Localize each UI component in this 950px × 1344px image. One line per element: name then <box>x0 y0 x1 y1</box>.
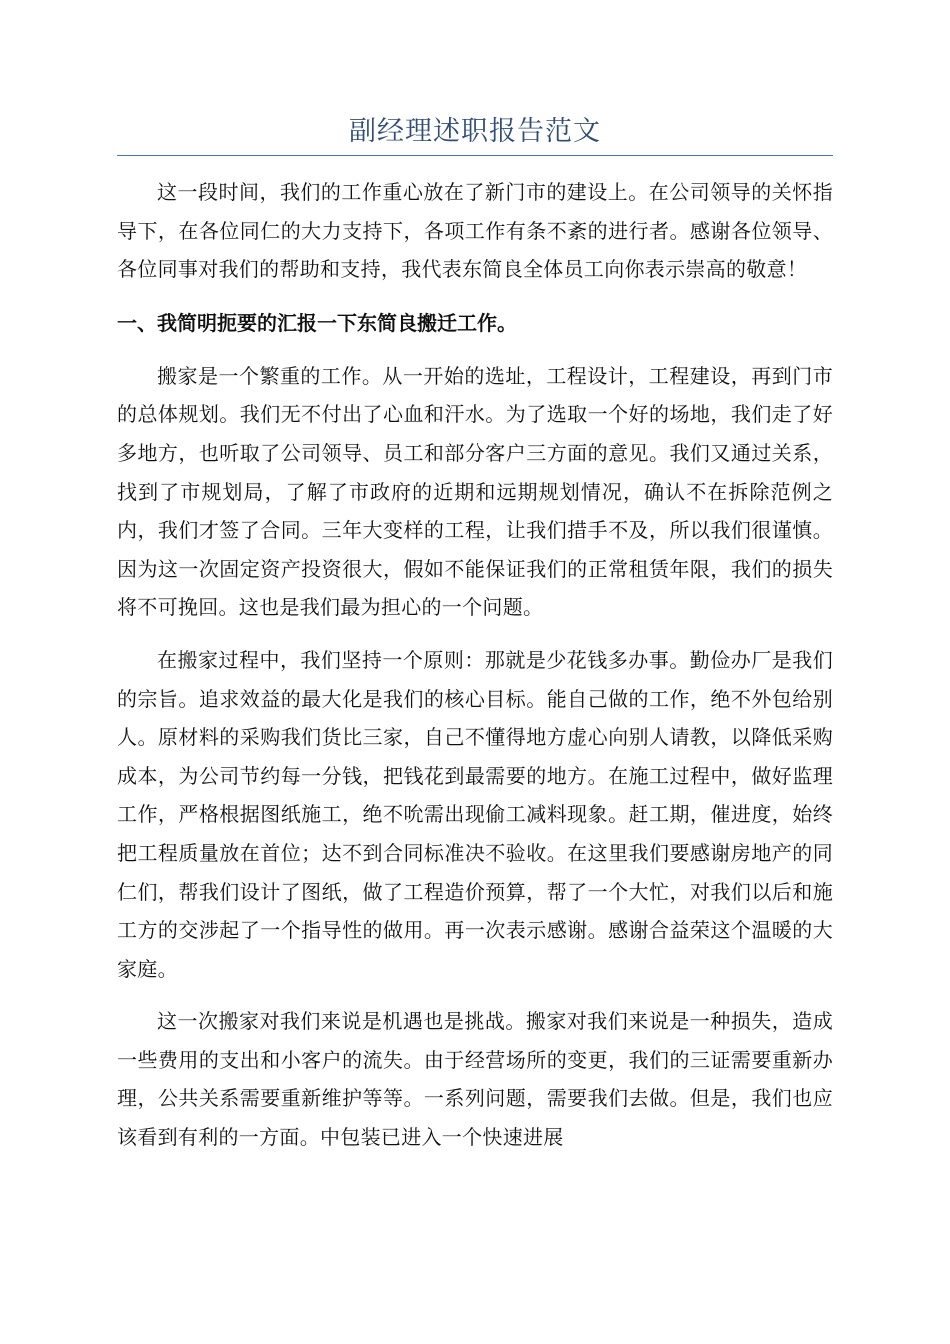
paragraph-intro: 这一段时间，我们的工作重心放在了新门市的建设上。在公司领导的关怀指导下，在各位同仁的大力支持下，各项工作有条不紊的进行者。感谢各位领导、各位同事对我们的帮助和支持，我代表东简良全体员工向你表示崇高的敬意！ <box>117 180 833 282</box>
document-title: 副经理述职报告范文 <box>349 116 601 147</box>
paragraph-principle: 在搬家过程中，我们坚持一个原则：那就是少花钱多办事。勤俭办厂是我们的宗旨。追求效益的最大化是我们的核心目标。能自己做的工作，绝不外包给别人。原材料的采购我们货比三家，自己不懂得地方虚心向别人请教，以降低采购成本，为公司节约每一分钱，把钱花到最需要的地方。在施工过程中，做好监理工作，严格根据图纸施工，绝不吮需出现偷工减料现象。赶工期，催进度，始终把工程质量放在首位；达不到合同标准决不验收。在这里我们要感谢房地产的同仁们，帮我们设计了图纸，做了工程造价预算，帮了一个大忙，对我们以后和施工方的交涉起了一个指导性的做用。再一次表示感谢。感谢合益荣这个温暖的大家庭。 <box>117 647 833 981</box>
document-body <box>117 173 833 1171</box>
title-underline <box>117 155 833 156</box>
paragraph-opportunity: 这一次搬家对我们来说是机遇也是挑战。搬家对我们来说是一种损失，造成一些费用的支出和小客户的流失。由于经营场所的变更，我们的三证需要重新办理，公共关系需要重新维护等等。一系列问题，需要我们去做。但是，我们也应该看到有利的一方面。中包装已进入一个快速进展 <box>117 1009 833 1150</box>
paragraph-relocation: 搬家是一个繁重的工作。从一开始的选址，工程设计，工程建设，再到门市的总体规划。我们无不付出了心血和汗水。为了选取一个好的场地，我们走了好多地方，也听取了公司领导、员工和部分客户三方面的意见。我们又通过关系，找到了市规划局，了解了市政府的近期和远期规划情况，确认不在拆除范例之内，我们才签了合同。三年大变样的工程，让我们措手不及，所以我们很谨慎。因为这一次固定资产投资很大，假如不能保证我们的正常租赁年限，我们的损失将不可挽回。这也是我们最为担心的一个问题。 <box>117 363 833 620</box>
section-heading: 一、我简明扼要的汇报一下东简良搬迁工作。 <box>117 310 517 335</box>
